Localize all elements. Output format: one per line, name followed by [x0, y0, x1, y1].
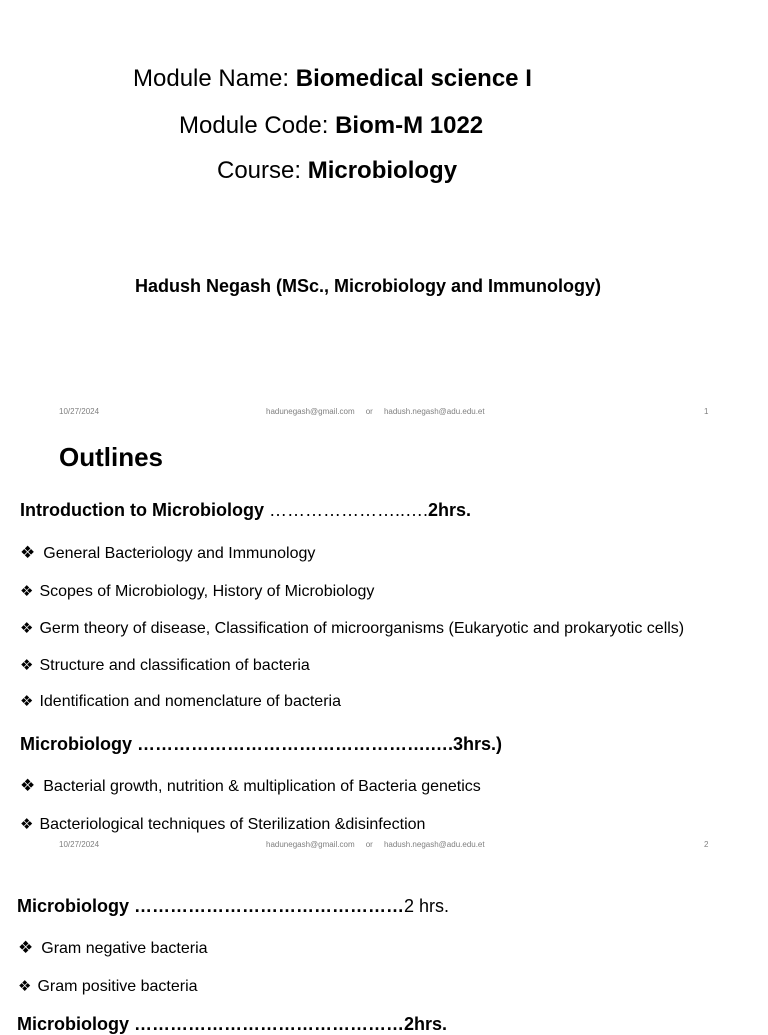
footer-email: hadunegash@gmail.com or hadush.negash@adu.edu.et [266, 840, 485, 849]
section-microbiology-2 [17, 896, 449, 917]
diamond-bullet-icon: ❖ [20, 815, 34, 833]
footer-page-number: 2 [704, 840, 709, 849]
section-title: Introduction to Microbiology [20, 500, 264, 520]
module-name-line [133, 65, 532, 93]
footer-date: 10/27/2024 [59, 407, 100, 416]
bullet-text: Bacteriological techniques of Sterilization &disinfection [39, 816, 426, 833]
module-name-value: Biomedical science I [295, 65, 532, 92]
section-microbiology-partial [17, 1014, 447, 1035]
course-line [217, 157, 457, 185]
section-hours: 2 hrs. [404, 896, 450, 916]
section-dots: ……………………………………… [134, 896, 404, 916]
footer-email: hadunegash@gmail.com or hadush.negash@adu.edu.et [266, 407, 485, 416]
bullet-text: Germ theory of disease, Classification of microorganisms (Eukaryotic and prokaryotic cells) [39, 620, 685, 637]
bullet-item [20, 692, 341, 711]
section-dots: ………………………………………….…. [137, 734, 454, 754]
module-name-label: Module Name: [133, 65, 296, 92]
section-intro-microbiology [20, 500, 471, 521]
section-hours: 2hrs. [404, 1014, 448, 1034]
bullet-text: Identification and nomenclature of bacteria [39, 693, 341, 710]
course-value: Microbiology [307, 157, 458, 184]
bullet-text: Gram positive bacteria [37, 978, 198, 995]
course-label: Course: [217, 157, 308, 184]
bullet-text: Bacterial growth, nutrition & multiplication of Bacteria genetics [43, 778, 481, 795]
diamond-bullet-icon: ❖ [20, 619, 34, 637]
bullet-item [20, 815, 425, 834]
bullet-item [20, 582, 374, 601]
bullet-item [20, 776, 481, 796]
diamond-bullet-icon: ❖ [20, 776, 36, 796]
diamond-bullet-icon: ❖ [20, 692, 34, 710]
bullet-text: General Bacteriology and Immunology [43, 545, 316, 562]
section-title: Microbiology [17, 1014, 129, 1034]
section-dots: …………………..…. [263, 500, 428, 520]
author-line: Hadush Negash (MSc., Microbiology and Immunology) [135, 276, 602, 296]
section-title: Microbiology [17, 896, 134, 916]
section-title: Microbiology [20, 734, 137, 754]
bullet-text: Structure and classification of bacteria [39, 657, 310, 674]
bullet-item [20, 656, 310, 675]
bullet-item [20, 619, 684, 638]
section-hours: 3hrs.) [453, 734, 503, 754]
section-hours: 2hrs. [427, 500, 472, 520]
bullet-text: Scopes of Microbiology, History of Microbiology [39, 583, 375, 600]
diamond-bullet-icon: ❖ [20, 582, 34, 600]
outlines-heading: Outlines [59, 442, 164, 472]
diamond-bullet-icon: ❖ [20, 656, 34, 674]
bullet-text: Gram negative bacteria [41, 940, 208, 957]
module-code-line [179, 112, 483, 140]
diamond-bullet-icon: ❖ [20, 543, 36, 563]
module-code-value: Biom-M 1022 [335, 112, 484, 139]
bullet-item [20, 543, 315, 563]
module-code-label: Module Code: [179, 112, 336, 139]
diamond-bullet-icon: ❖ [18, 977, 32, 995]
section-microbiology [20, 734, 502, 755]
footer-page-number: 1 [704, 407, 709, 416]
bullet-item [18, 977, 198, 996]
diamond-bullet-icon: ❖ [18, 938, 34, 958]
bullet-item [18, 938, 208, 958]
section-dots: ……………………………………… [129, 1014, 405, 1034]
footer-date: 10/27/2024 [59, 840, 100, 849]
